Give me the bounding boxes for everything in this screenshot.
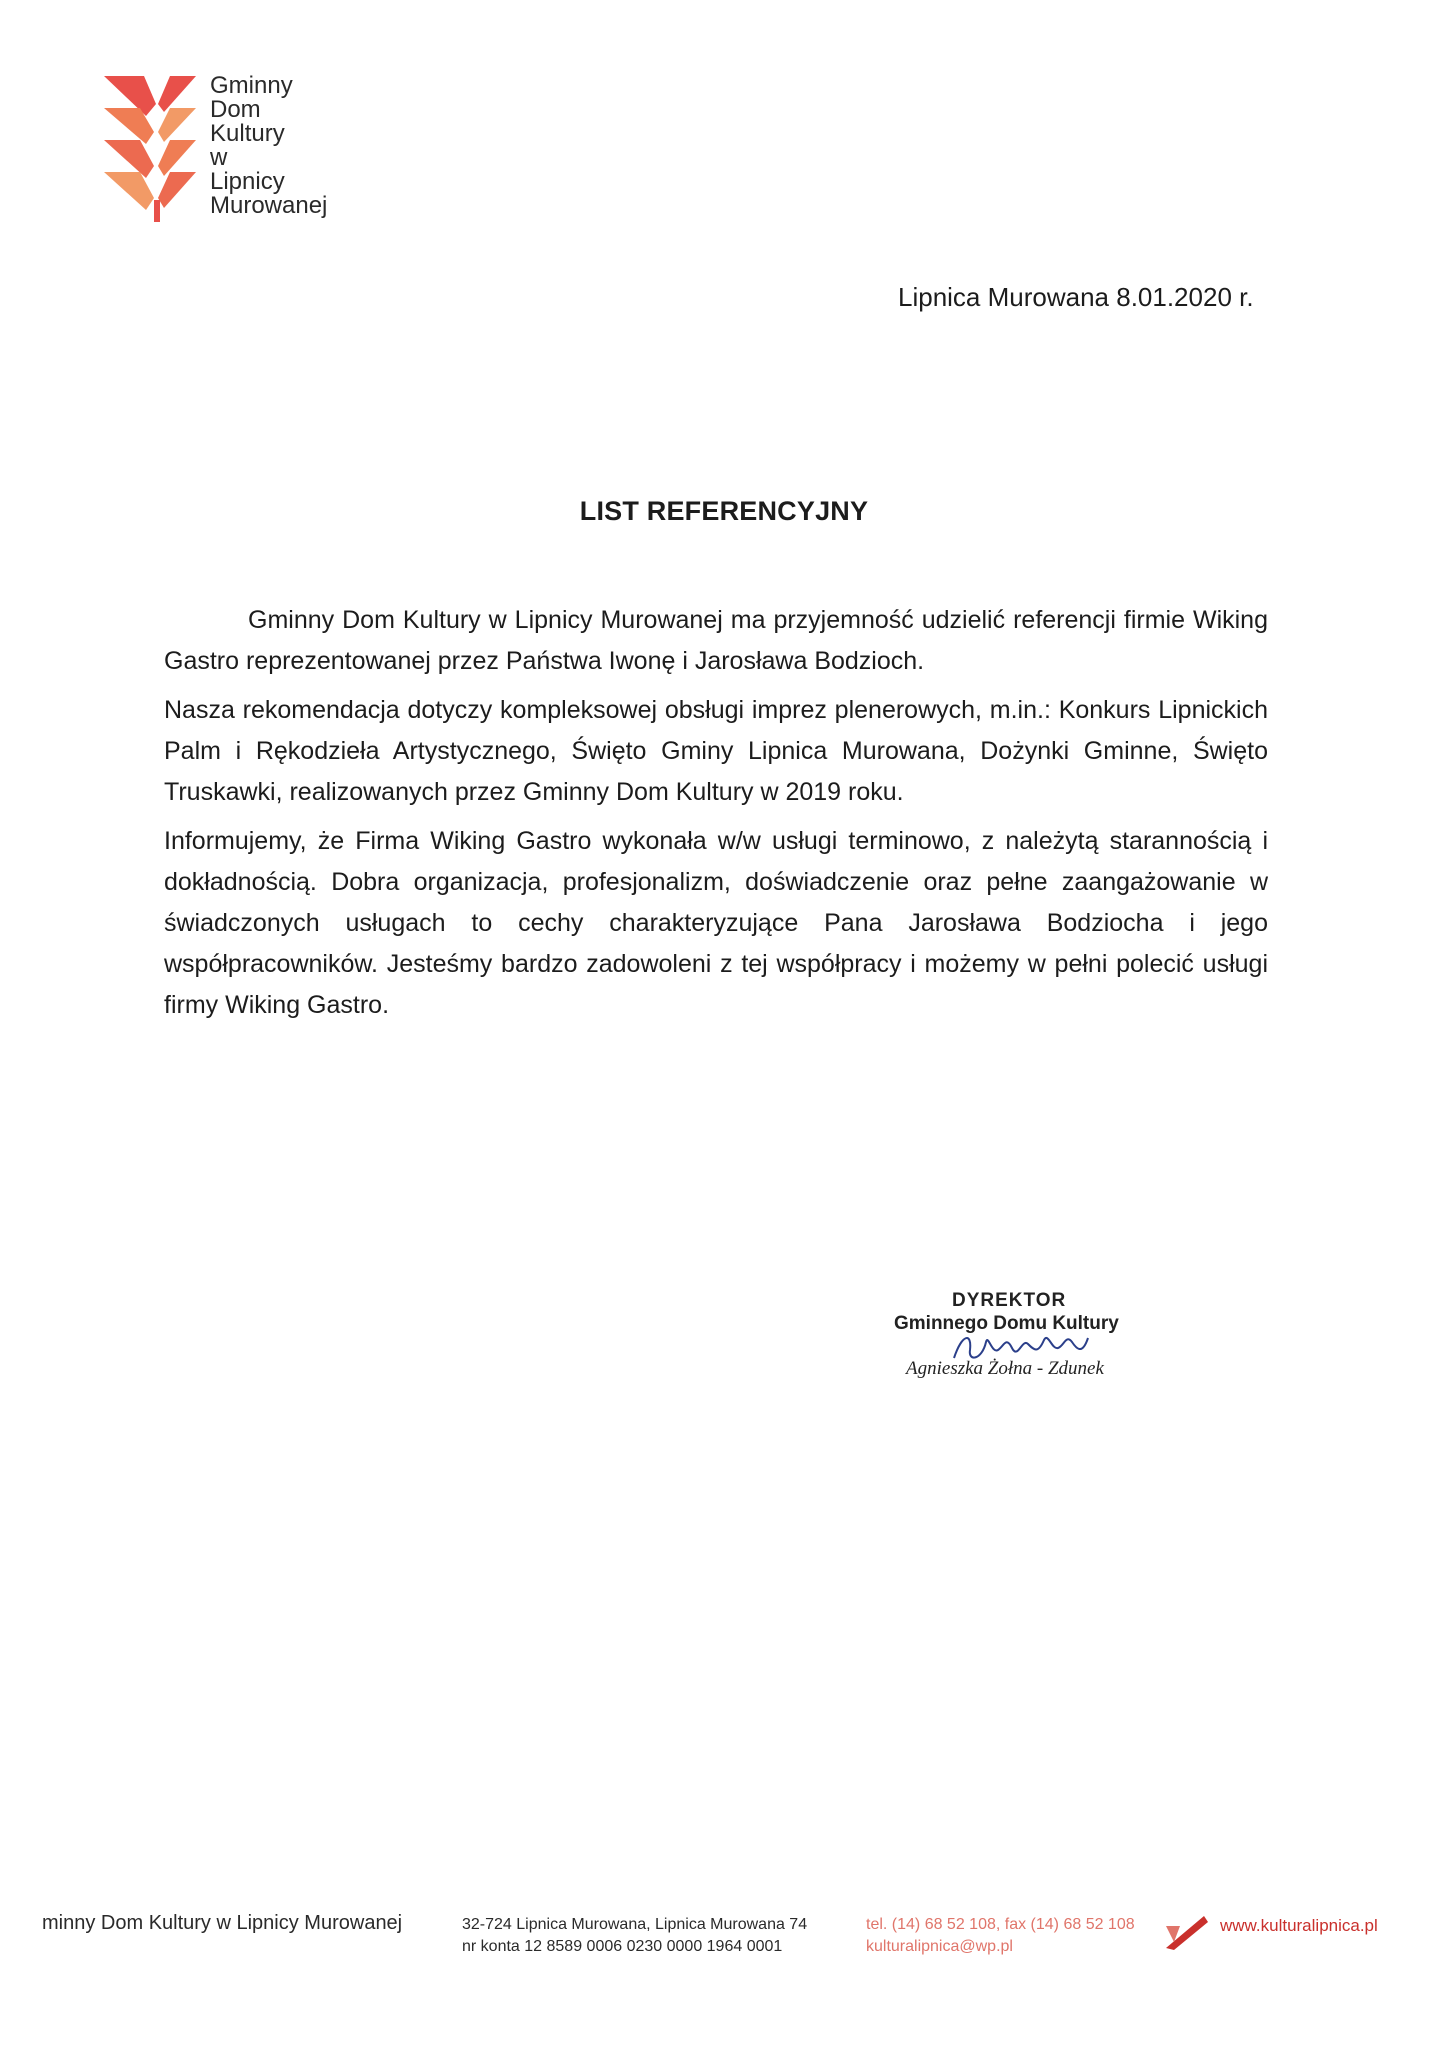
letter-title: LIST REFERENCYJNY: [579, 496, 869, 526]
footer-contact-block: [866, 1914, 1135, 1958]
footer-organization: minny Dom Kultury w Lipnicy Murowanej: [42, 1912, 403, 1934]
footer-email[interactable]: kulturalipnica@wp.pl: [866, 1938, 1013, 1955]
footer: [0, 1908, 1448, 1968]
logo-line: Murowanej: [210, 192, 328, 219]
body-paragraph: Nasza rekomendacja dotyczy kompleksowej obsługi imprez plenerowych, m.in.: Konkurs Lipnickich Palm i Rękodzieła Artystycznego, Święto Gminy Lipnica Murowana, Dożynki Gminne, Święto Truskawki, realizowanych przez Gminny Dom Kultury w 2019 roku.: [164, 696, 1268, 806]
logo-line: Gminny: [210, 72, 293, 99]
handwritten-signature-icon: [948, 1320, 1098, 1370]
footer-website-link[interactable]: www.kulturalipnica.pl: [1220, 1916, 1378, 1935]
signature-name: Agnieszka Żołna - Zdunek: [906, 1358, 1104, 1379]
signature-role: DYREKTOR: [952, 1290, 1067, 1311]
logo-line: Lipnicy: [210, 168, 285, 195]
footer-address: 32-724 Lipnica Murowana, Lipnica Murowana 74: [462, 1916, 808, 1933]
letter-body: [164, 600, 1268, 1034]
logo-line: Kultury: [210, 120, 285, 147]
logo-line: Dom: [210, 96, 261, 123]
footer-logo-mark-icon: [1164, 1912, 1208, 1952]
logo-wordmark: [210, 74, 327, 218]
footer-address-block: [462, 1914, 807, 1958]
body-paragraph: Informujemy, że Firma Wiking Gastro wykonała w/w usługi terminowo, z należytą starannością i dokładnością. Dobra organizacja, profesjonalizm, doświadczenie oraz pełne zaangażowanie w świadczonych usługach to cechy charakteryzujące Pana Jarosława Bodziocha i jego współpracowników. Jesteśmy bardzo zadowoleni z tej współpracy i możemy w pełni polecić usługi firmy Wiking Gastro.: [164, 827, 1268, 1019]
footer-account: nr konta 12 8589 0006 0230 0000 1964 0001: [462, 1938, 783, 1955]
footer-phone-fax: tel. (14) 68 52 108, fax (14) 68 52 108: [866, 1916, 1135, 1933]
letterhead-logo: [100, 70, 360, 230]
signature-organization: Gminnego Domu Kultury: [894, 1313, 1119, 1334]
wheat-ear-logo-icon: [100, 70, 200, 230]
body-paragraph: Gminny Dom Kultury w Lipnicy Murowanej ma przyjemność udzielić referencji firmie Wiking Gastro reprezentowanej przez Państwa Iwonę i Jarosława Bodzioch.: [164, 606, 1268, 675]
letter-date: Lipnica Murowana 8.01.2020 r.: [898, 282, 1254, 312]
signature-block: [890, 1290, 1150, 1400]
logo-line: w: [210, 144, 228, 171]
